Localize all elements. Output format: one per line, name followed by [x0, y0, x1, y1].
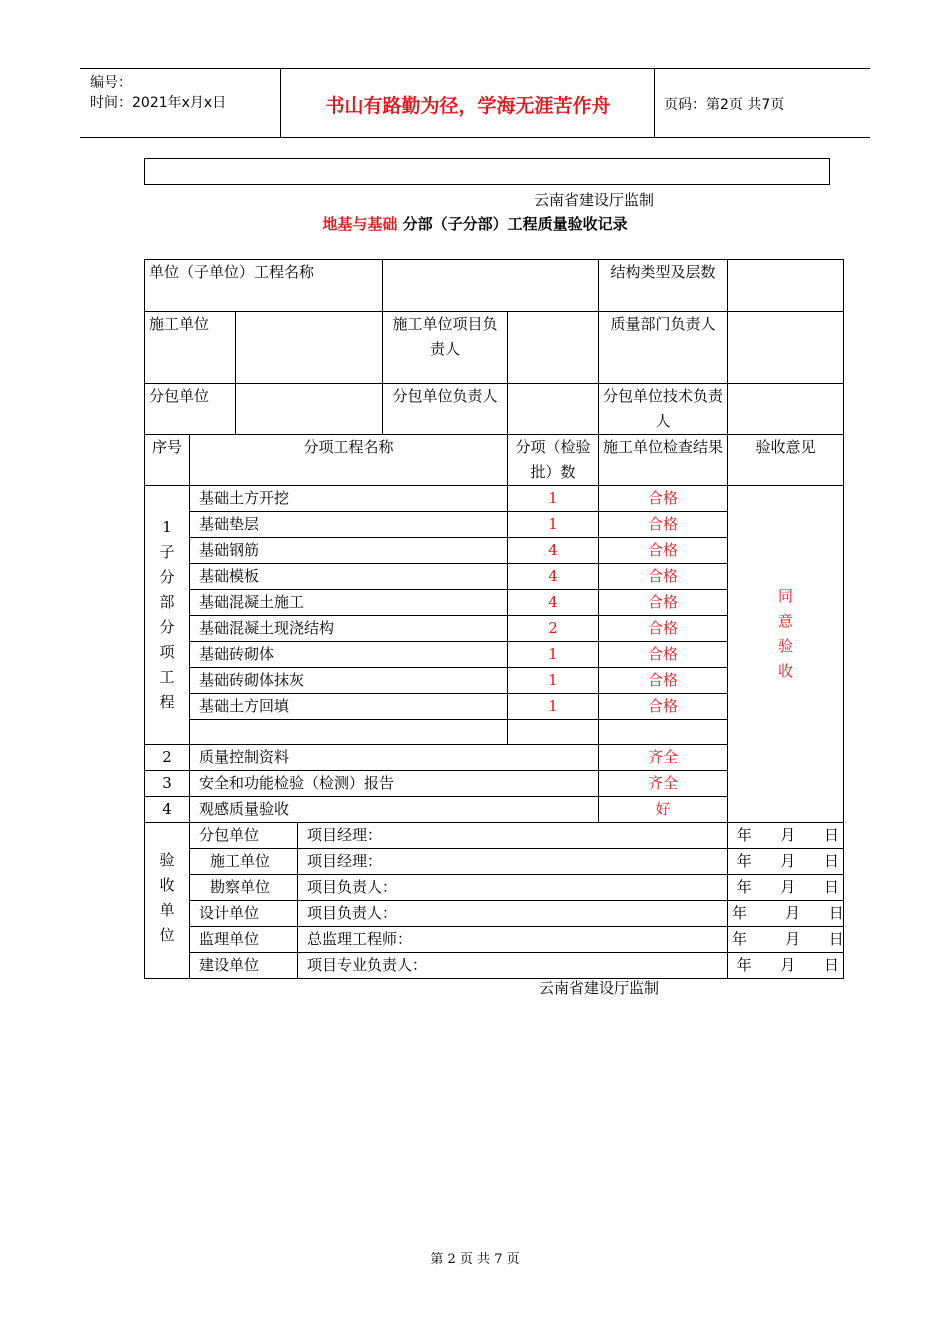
- item-name: 基础垫层: [190, 512, 508, 538]
- row-seq: 3: [145, 771, 190, 797]
- item-name: 基础土方开挖: [190, 486, 508, 512]
- acceptance-unit: 分包单位: [190, 823, 298, 849]
- row-result: 齐全: [599, 771, 728, 797]
- item-result: 合格: [599, 590, 728, 616]
- org-bottom: 云南省建设厅监制: [539, 979, 660, 997]
- item-count: 1: [508, 694, 599, 720]
- item-count: 1: [508, 642, 599, 668]
- info-row: [145, 260, 844, 312]
- row-seq: 4: [145, 797, 190, 823]
- header-divider: [654, 69, 655, 137]
- acceptance-date: 年 月 日: [728, 823, 844, 849]
- item-count: 1: [508, 486, 599, 512]
- acceptance-date: 年 月 日: [728, 927, 844, 953]
- contractor-pm-label: 施工单位项目负责人: [383, 312, 508, 384]
- contractor-pm-field[interactable]: [508, 312, 599, 384]
- info-row: [145, 384, 844, 435]
- col-seq: 序号: [145, 435, 190, 486]
- item-count: 4: [508, 538, 599, 564]
- project-name-field[interactable]: [383, 260, 599, 312]
- item-result-empty[interactable]: [599, 720, 728, 745]
- acceptance-label: 验收单位: [145, 823, 190, 979]
- title-rest: 分部（子分部）工程质量验收记录: [397, 215, 628, 233]
- header-page-info: 页码：第2页 共7页: [664, 97, 785, 113]
- item-name: 基础砖砌体: [190, 642, 508, 668]
- item-count: 4: [508, 590, 599, 616]
- number-label: 编号：: [90, 75, 132, 91]
- item-name: 基础混凝土现浇结构: [190, 616, 508, 642]
- structure-field[interactable]: [728, 260, 844, 312]
- col-check: 施工单位检查结果: [599, 435, 728, 486]
- header-divider: [280, 69, 281, 137]
- item-name: 基础土方回填: [190, 694, 508, 720]
- item-result: 合格: [599, 512, 728, 538]
- title-red-part: 地基与基础: [322, 215, 398, 233]
- acceptance-unit: 监理单位: [190, 927, 298, 953]
- col-count: 分项（检验批）数: [508, 435, 599, 486]
- row-seq: 2: [145, 745, 190, 771]
- item-name: 基础混凝土施工: [190, 590, 508, 616]
- org-top: 云南省建设厅监制: [534, 191, 655, 209]
- subcontractor-label: 分包单位: [145, 384, 236, 435]
- opinion-cell: [728, 486, 844, 823]
- sub-tech-label: 分包单位技术负责人: [599, 384, 728, 435]
- structure-label: 结构类型及层数: [599, 260, 728, 312]
- acceptance-row: [145, 823, 844, 849]
- item-result: 合格: [599, 564, 728, 590]
- column-header-row: [145, 435, 844, 486]
- acceptance-role: 项目经理：: [298, 823, 728, 849]
- item-count: 1: [508, 668, 599, 694]
- group1-label: 1子分部分项工程: [145, 486, 190, 745]
- acceptance-date: 年 月 日: [728, 875, 844, 901]
- row-result: 齐全: [599, 745, 728, 771]
- item-result: 合格: [599, 616, 728, 642]
- empty-box: [144, 158, 830, 185]
- acceptance-role: 项目负责人：: [298, 875, 728, 901]
- col-name: 分项工程名称: [190, 435, 508, 486]
- acceptance-row: [145, 875, 844, 901]
- item-result: 合格: [599, 694, 728, 720]
- info-row: [145, 312, 844, 384]
- sub-tech-field[interactable]: [728, 384, 844, 435]
- acceptance-role: 总监理工程师：: [298, 927, 728, 953]
- acceptance-role: 项目专业负责人：: [298, 953, 728, 979]
- item-count: 4: [508, 564, 599, 590]
- time-label: 时间：2021年x月x日: [90, 95, 227, 111]
- col-opinion: 验收意见: [728, 435, 844, 486]
- item-result: 合格: [599, 538, 728, 564]
- document-title: [0, 213, 950, 234]
- row-name: 安全和功能检验（检测）报告: [190, 771, 599, 797]
- sub-head-label: 分包单位负责人: [383, 384, 508, 435]
- row-result: 好: [599, 797, 728, 823]
- subcontractor-field[interactable]: [236, 384, 383, 435]
- sub-head-field[interactable]: [508, 384, 599, 435]
- acceptance-date: 年 月 日: [728, 953, 844, 979]
- item-count: 2: [508, 616, 599, 642]
- opinion-text: 同意验收: [778, 587, 794, 680]
- item-count-empty[interactable]: [508, 720, 599, 745]
- header-meta: [90, 73, 226, 113]
- acceptance-row: [145, 927, 844, 953]
- item-name-empty[interactable]: [190, 720, 508, 745]
- page-header: [80, 68, 870, 138]
- page-footer: 第 2 页 共 7 页: [430, 1252, 520, 1267]
- item-result: 合格: [599, 642, 728, 668]
- header-motto: 书山有路勤为径，学海无涯苦作舟: [325, 95, 611, 117]
- item-name: 基础模板: [190, 564, 508, 590]
- contractor-label: 施工单位: [145, 312, 236, 384]
- acceptance-unit: 施工单位: [190, 849, 298, 875]
- item-result: 合格: [599, 486, 728, 512]
- table-row: [145, 486, 844, 512]
- acceptance-row: [145, 901, 844, 927]
- acceptance-unit: 勘察单位: [190, 875, 298, 901]
- item-name: 基础砖砌体抹灰: [190, 668, 508, 694]
- row-name: 质量控制资料: [190, 745, 599, 771]
- acceptance-unit: 建设单位: [190, 953, 298, 979]
- acceptance-role: 项目负责人：: [298, 901, 728, 927]
- acceptance-role: 项目经理：: [298, 849, 728, 875]
- row-name: 观感质量验收: [190, 797, 599, 823]
- item-name: 基础钢筋: [190, 538, 508, 564]
- quality-dept-field[interactable]: [728, 312, 844, 384]
- contractor-field[interactable]: [236, 312, 383, 384]
- acceptance-row: [145, 849, 844, 875]
- acceptance-date: 年 月 日: [728, 849, 844, 875]
- acceptance-row: [145, 953, 844, 979]
- acceptance-record-table: [144, 259, 844, 979]
- acceptance-unit: 设计单位: [190, 901, 298, 927]
- item-count: 1: [508, 512, 599, 538]
- acceptance-date: 年 月 日: [728, 901, 844, 927]
- project-name-label: 单位（子单位）工程名称: [145, 260, 383, 312]
- quality-dept-label: 质量部门负责人: [599, 312, 728, 384]
- item-result: 合格: [599, 668, 728, 694]
